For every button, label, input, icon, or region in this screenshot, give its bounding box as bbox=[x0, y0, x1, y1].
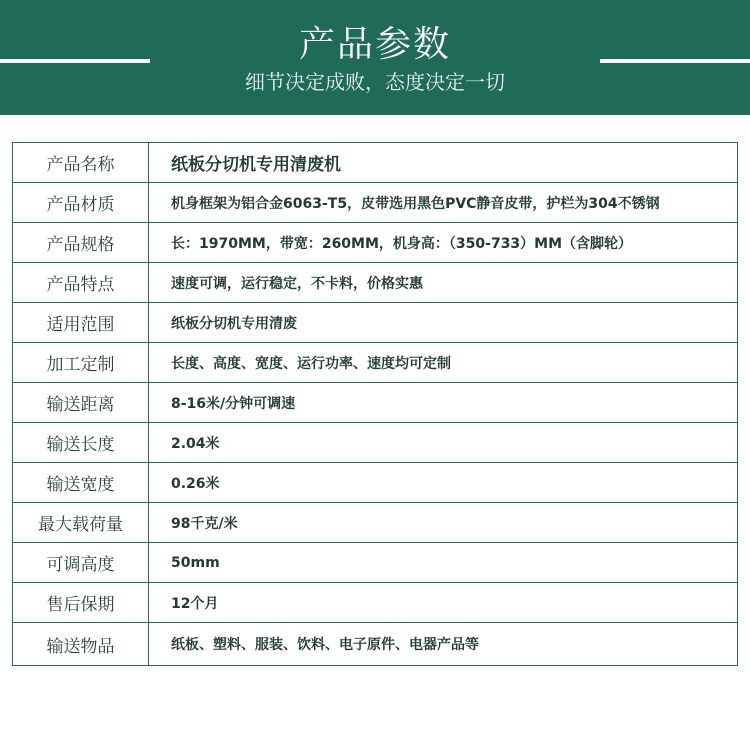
row-value: 长度、高度、宽度、运行功率、速度均可定制 bbox=[149, 343, 738, 383]
row-label: 售后保期 bbox=[13, 583, 149, 623]
row-value: 纸板分切机专用清废机 bbox=[149, 143, 738, 183]
row-label: 输送物品 bbox=[13, 623, 149, 666]
page-subtitle: 细节决定成败，态度决定一切 bbox=[245, 70, 505, 94]
row-label: 输送距离 bbox=[13, 383, 149, 423]
row-label: 加工定制 bbox=[13, 343, 149, 383]
row-label: 适用范围 bbox=[13, 303, 149, 343]
table-row bbox=[13, 463, 738, 503]
row-value: 纸板分切机专用清废 bbox=[149, 303, 738, 343]
row-label: 最大载荷量 bbox=[13, 503, 149, 543]
table-row bbox=[13, 623, 738, 666]
table-row bbox=[13, 263, 738, 303]
row-value: 50mm bbox=[149, 543, 738, 583]
table-row bbox=[13, 583, 738, 623]
row-label: 输送长度 bbox=[13, 423, 149, 463]
row-value: 速度可调，运行稳定，不卡料，价格实惠 bbox=[149, 263, 738, 303]
row-label: 产品名称 bbox=[13, 143, 149, 183]
row-label: 产品规格 bbox=[13, 223, 149, 263]
table-row bbox=[13, 423, 738, 463]
row-value: 纸板、塑料、服装、饮料、电子原件、电器产品等 bbox=[149, 623, 738, 666]
row-label: 产品材质 bbox=[13, 183, 149, 223]
table-row bbox=[13, 183, 738, 223]
row-label: 输送宽度 bbox=[13, 463, 149, 503]
spec-table bbox=[12, 142, 738, 666]
table-row bbox=[13, 303, 738, 343]
table-row bbox=[13, 503, 738, 543]
row-value: 2.04米 bbox=[149, 423, 738, 463]
row-value: 0.26米 bbox=[149, 463, 738, 503]
row-value: 98千克/米 bbox=[149, 503, 738, 543]
row-label: 产品特点 bbox=[13, 263, 149, 303]
row-value: 机身框架为铝合金6063-T5，皮带选用黑色PVC静音皮带，护栏为304不锈钢 bbox=[149, 183, 738, 223]
table-row bbox=[13, 343, 738, 383]
header-banner bbox=[0, 0, 750, 115]
table-row bbox=[13, 223, 738, 263]
row-value: 12个月 bbox=[149, 583, 738, 623]
row-value: 长：1970MM，带宽：260MM，机身高：（350-733）MM（含脚轮） bbox=[149, 223, 738, 263]
row-label: 可调高度 bbox=[13, 543, 149, 583]
row-value: 8-16米/分钟可调速 bbox=[149, 383, 738, 423]
page-title: 产品参数 bbox=[298, 24, 451, 65]
table-row bbox=[13, 543, 738, 583]
table-row bbox=[13, 143, 738, 183]
table-row bbox=[13, 383, 738, 423]
